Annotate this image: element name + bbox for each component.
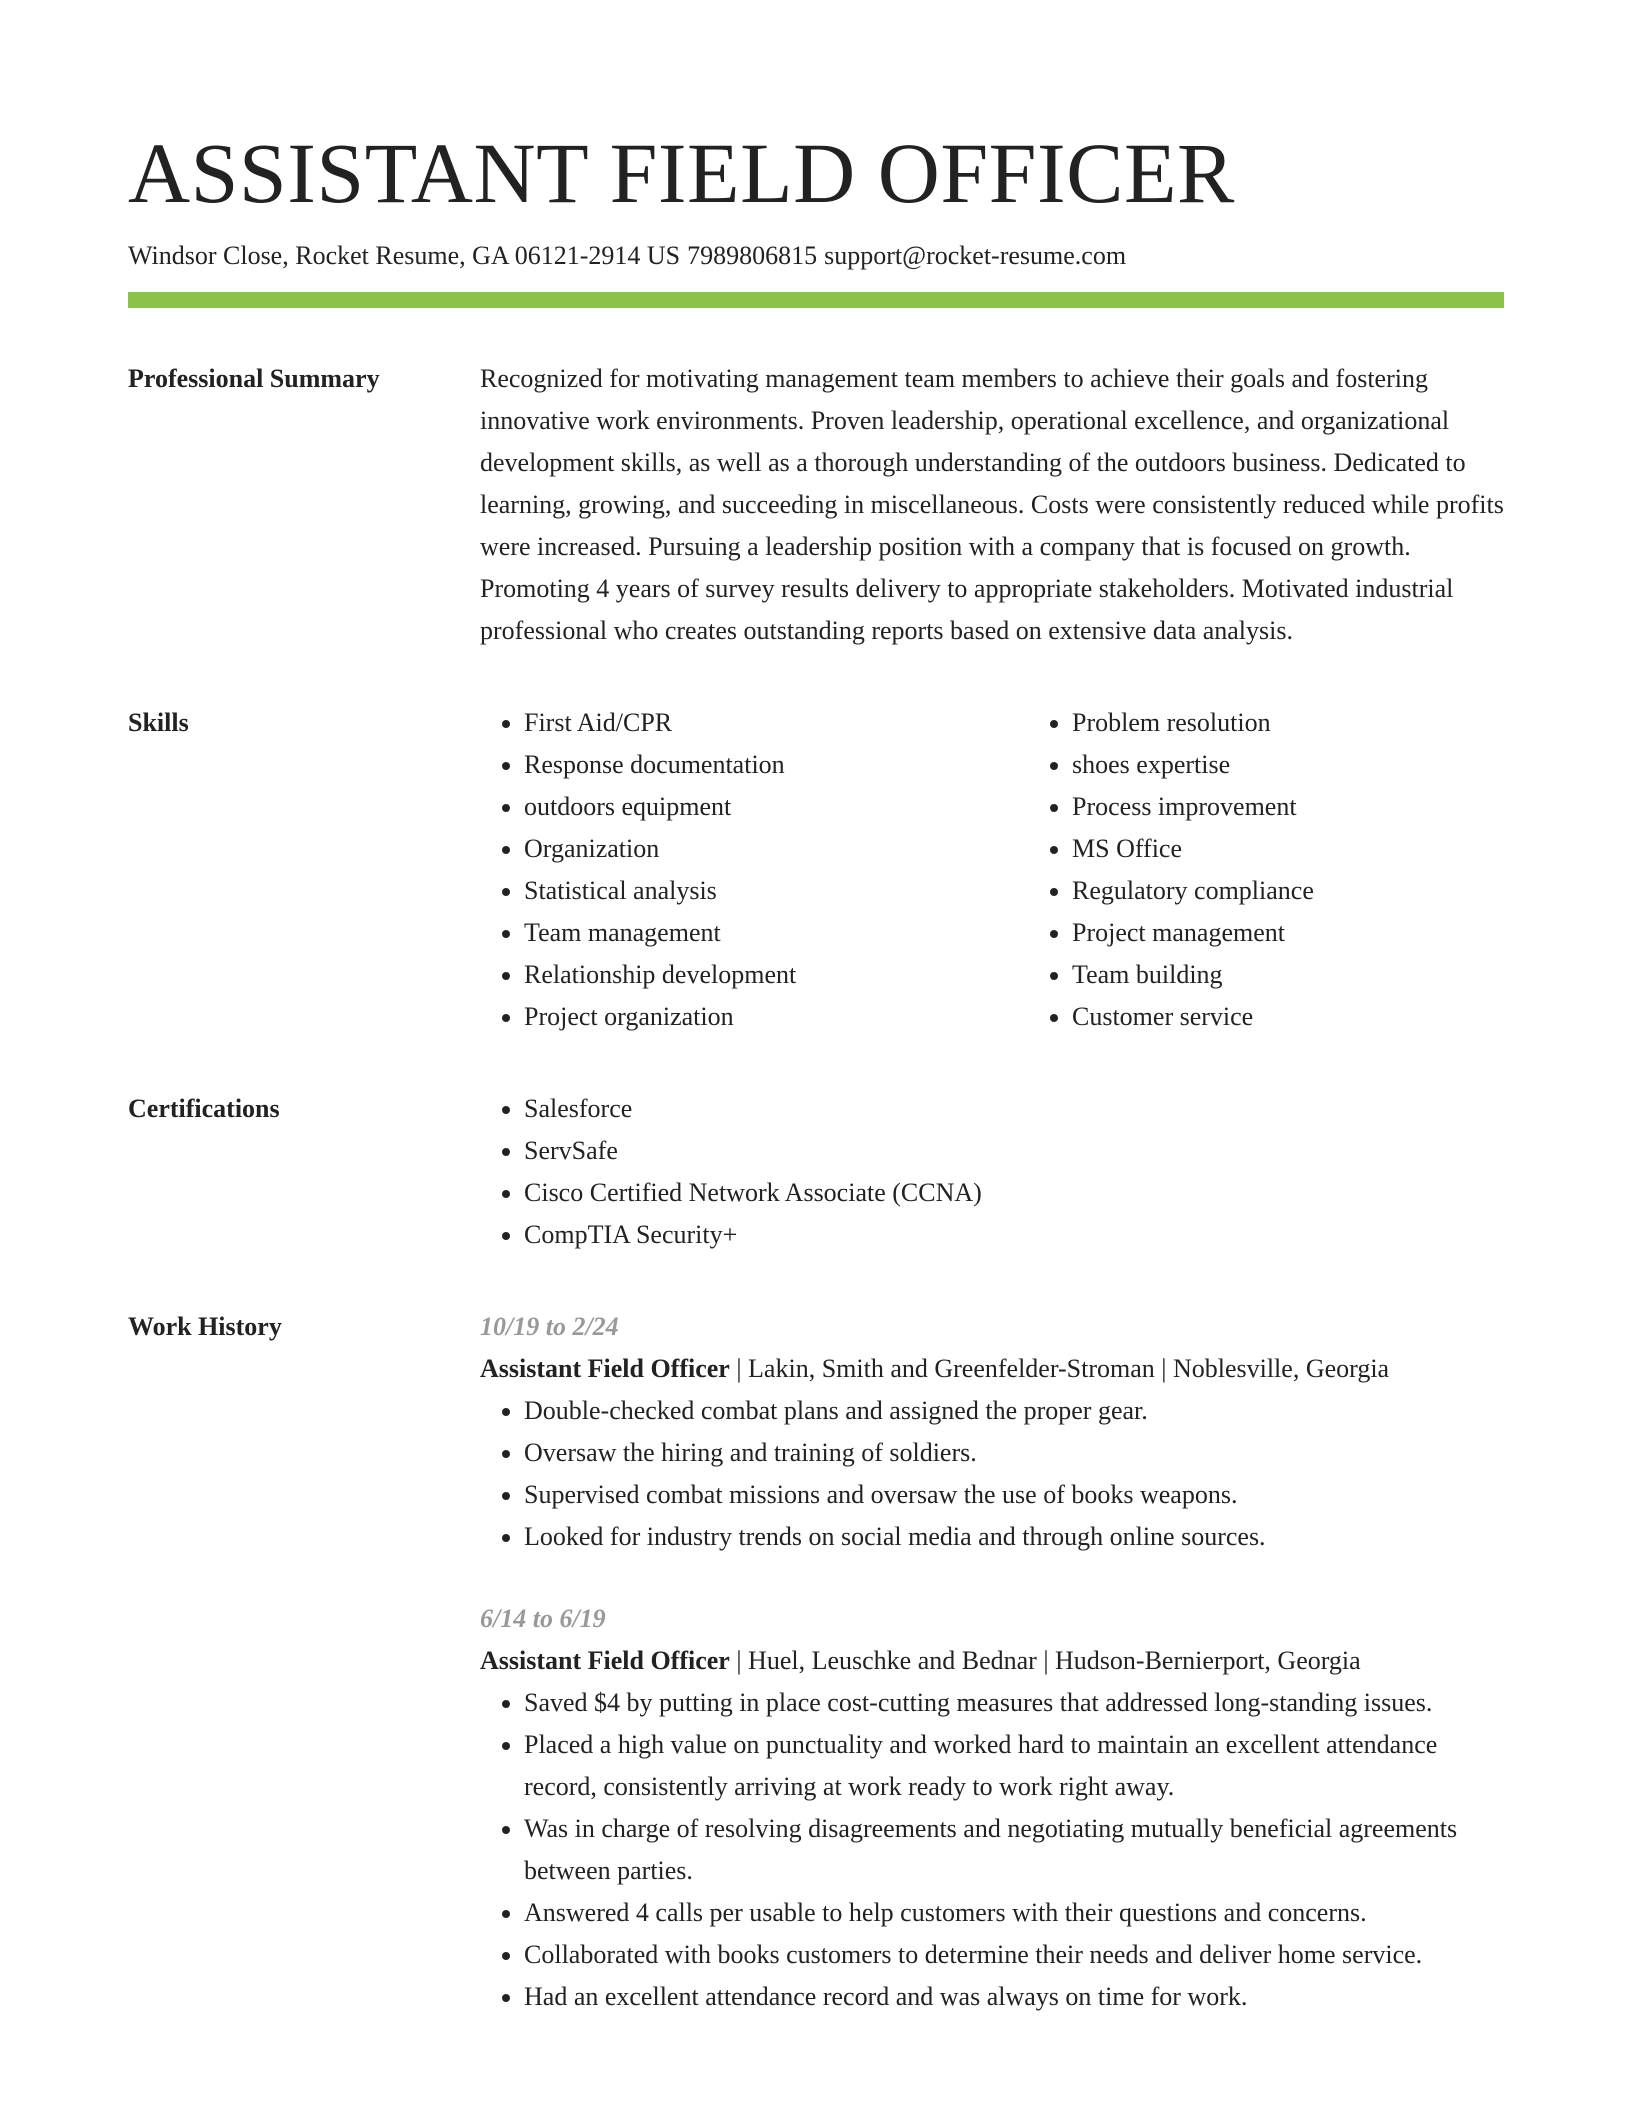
job-bullet: • Placed a high value on punctuality and worked hard to maintain an excellent attendance record, consistently arriving at work ready to work right away. — [524, 1724, 1504, 1808]
skill-item: • Regulatory compliance — [1072, 870, 1576, 912]
certification-item: • Cisco Certified Network Associate (CCNA) — [524, 1172, 1504, 1214]
job-bullet: • Was in charge of resolving disagreements and negotiating mutually beneficial agreements between parties. — [524, 1808, 1504, 1892]
job-heading — [480, 1640, 1504, 1682]
job-bullet: • Collaborated with books customers to determine their needs and deliver home service. — [524, 1934, 1504, 1976]
section-label-skills: Skills — [128, 708, 189, 737]
contact-email: support@rocket-resume.com — [824, 241, 1127, 270]
job-bullet: • Supervised combat missions and oversaw the use of books weapons. — [524, 1474, 1504, 1516]
job-entry — [480, 1306, 1504, 1558]
job-heading — [480, 1348, 1504, 1390]
section-label-work-history: Work History — [128, 1312, 282, 1341]
section-skills — [128, 702, 1504, 1038]
skill-item: • Statistical analysis — [524, 870, 1028, 912]
job-bullet: • Looked for industry trends on social media and through online sources. — [524, 1516, 1504, 1558]
skill-item: • Problem resolution — [1072, 702, 1576, 744]
job-dates: 10/19 to 2/24 — [480, 1312, 619, 1341]
job-bullets — [480, 1390, 1504, 1558]
skill-item: • Team management — [524, 912, 1028, 954]
section-label-summary: Professional Summary — [128, 364, 380, 393]
job-dates: 6/14 to 6/19 — [480, 1604, 606, 1633]
resume-page — [128, 118, 1504, 2018]
skill-item: • outdoors equipment — [524, 786, 1028, 828]
job-details: | Lakin, Smith and Greenfelder-Stroman | Noblesville, Georgia — [729, 1354, 1390, 1383]
skill-item: • Organization — [524, 828, 1028, 870]
skill-item: • Customer service — [1072, 996, 1576, 1038]
contact-address: Windsor Close, Rocket Resume, GA 06121-2914 US — [128, 241, 681, 270]
skill-item: • MS Office — [1072, 828, 1576, 870]
certification-item: • Salesforce — [524, 1088, 1504, 1130]
skill-item: • Project organization — [524, 996, 1028, 1038]
skill-item: • Process improvement — [1072, 786, 1576, 828]
skill-item: • Project management — [1072, 912, 1576, 954]
skill-item: • Relationship development — [524, 954, 1028, 996]
job-bullet: • Oversaw the hiring and training of soldiers. — [524, 1432, 1504, 1474]
job-bullet: • Saved $4 by putting in place cost-cutting measures that addressed long-standing issues. — [524, 1682, 1504, 1724]
job-bullets — [480, 1682, 1504, 2018]
contact-line — [128, 238, 1504, 274]
skill-item: • Response documentation — [524, 744, 1028, 786]
job-bullet: • Had an excellent attendance record and was always on time for work. — [524, 1976, 1504, 2018]
job-title: Assistant Field Officer — [480, 1646, 730, 1675]
section-professional-summary — [128, 358, 1504, 652]
skills-list-right — [1028, 702, 1576, 1038]
skill-item: • First Aid/CPR — [524, 702, 1028, 744]
section-certifications — [128, 1088, 1504, 1256]
job-title: Assistant Field Officer — [480, 1354, 730, 1383]
job-bullet: • Double-checked combat plans and assigned the proper gear. — [524, 1390, 1504, 1432]
job-entry — [480, 1598, 1504, 2018]
summary-text: Recognized for motivating management team members to achieve their goals and fostering innovative work environments. Proven leadership, operational excellence, and organizational development skills, as well as a thorough understanding of the outdoors business. Dedicated to learning, growing, and succeeding in miscellaneous. Costs were consistently reduced while profits were increased. Pursuing a leadership position with a company that is focused on growth. Promoting 4 years of survey results delivery to appropriate stakeholders. Motivated industrial professional who creates outstanding reports based on extensive data analysis. — [480, 364, 1504, 645]
certification-item: • CompTIA Security+ — [524, 1214, 1504, 1256]
section-body-work-history — [480, 1306, 1504, 2018]
certification-item: • ServSafe — [524, 1130, 1504, 1172]
section-work-history — [128, 1306, 1504, 2018]
header-divider — [128, 292, 1504, 308]
skill-item: • shoes expertise — [1072, 744, 1576, 786]
skill-item: • Team building — [1072, 954, 1576, 996]
contact-phone: 7989806815 — [687, 241, 818, 270]
skills-grid — [480, 702, 1576, 1038]
skills-list-left — [480, 702, 1028, 1038]
section-body-summary — [480, 358, 1504, 652]
candidate-name: ASSISTANT FIELD OFFICER — [128, 125, 1235, 221]
certifications-list — [480, 1088, 1504, 1256]
job-details: | Huel, Leuschke and Bednar | Hudson-Bernierport, Georgia — [729, 1646, 1361, 1675]
section-body-certifications — [480, 1088, 1504, 1256]
section-label-certifications: Certifications — [128, 1094, 280, 1123]
job-bullet: • Answered 4 calls per usable to help customers with their questions and concerns. — [524, 1892, 1504, 1934]
